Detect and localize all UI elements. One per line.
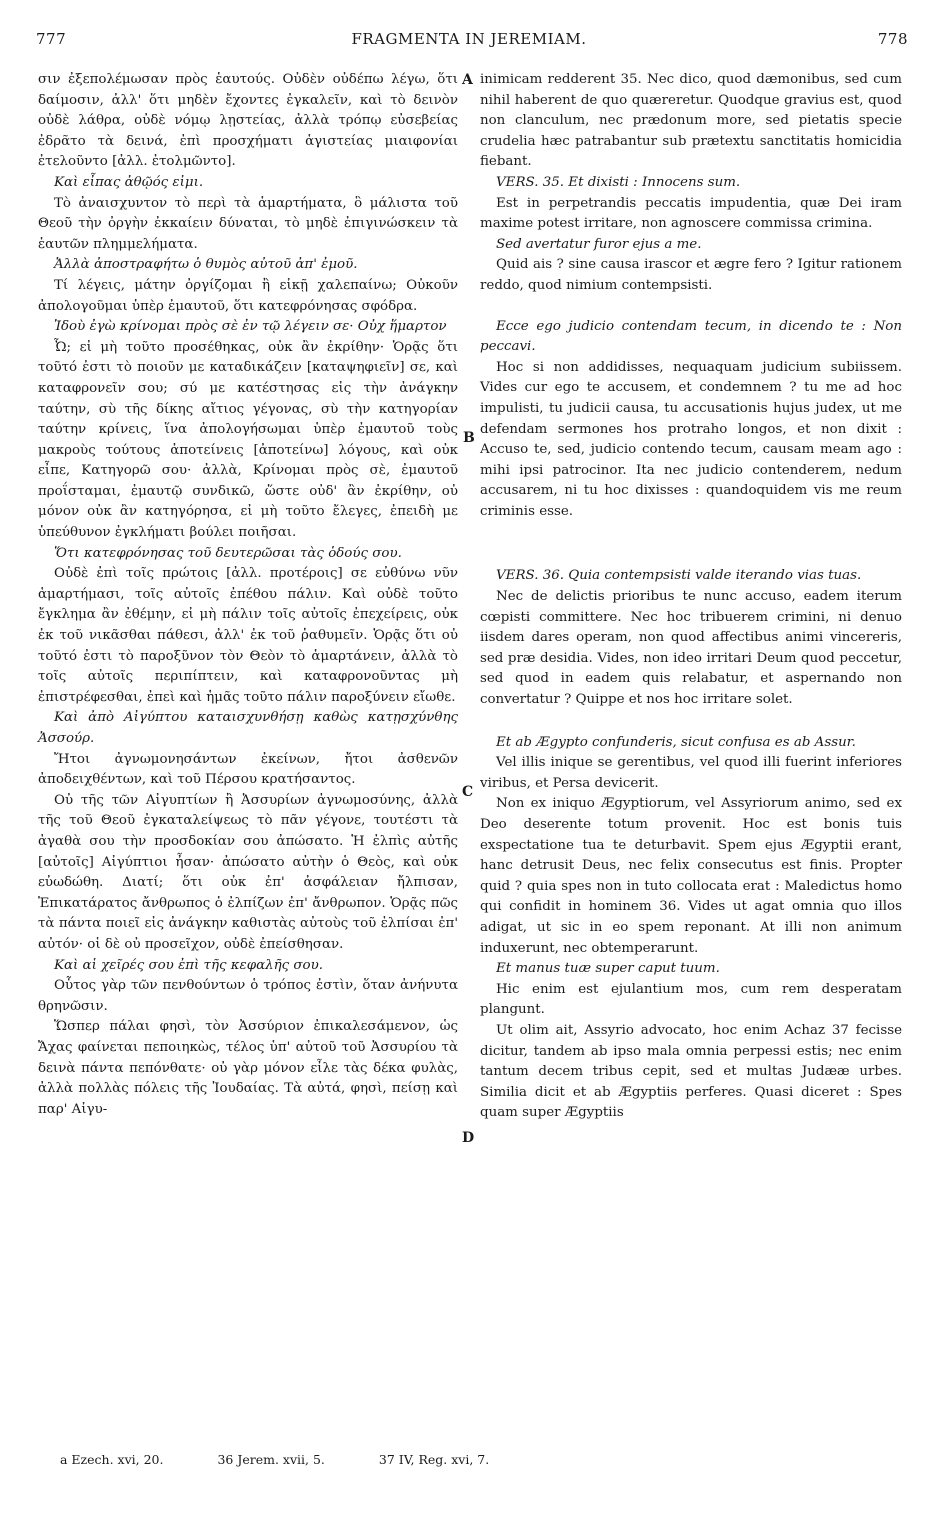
verse-lemma: Sed avertatur furor ejus a me. [496, 236, 702, 252]
greek-column [38, 70, 458, 1120]
margin-letter-d: D [462, 1130, 475, 1146]
verse-lemma: Καὶ εἶπας ἀθῷός εἰμι. [54, 174, 204, 190]
margin-letter-b: B [463, 430, 475, 446]
paragraph: Hic enim est ejulantium mos, cum rem desperatam plangunt. [480, 981, 902, 1018]
verse-lemma: Ἰδοὺ ἐγὼ κρίνομαι πρὸς σὲ ἐν τῷ λέγειν σε· Οὐχ ἥμαρτον [54, 319, 447, 335]
paragraph: Ὥσπερ πάλαι φησὶ, τὸν Ἀσσύριον ἐπικαλεσάμενον, ὡς Ἄχας φαίνεται πεποιηκὼς, τέλος ὑπ' αὐτοῦ τοῦ Ἀσσυρίου τὰ δεινὰ πάντα πεπόνθατε· οὐ γὰρ μόνον εἶλε τὰς δέκα φυλὰς, ἀλλὰ πολλὰς πόλεις τῆς Ἰουδαίας. Τὰ αὐτά, φησὶ, πείσῃ καὶ παρ' Αἰγυ- [38, 1019, 458, 1117]
verse-lemma: Et manus tuæ super caput tuum. [496, 961, 720, 977]
latin-column [480, 70, 902, 1124]
paragraph: Ὦ; εἰ μὴ τοῦτο προσέθηκας, οὐκ ἂν ἐκρίθην· Ὁρᾷς ὅτι τοῦτό ἐστι τὸ ποιοῦν με καταδικάζειν [καταψηφιεῖν] σε, καὶ καταφρονεῖν σου; σύ με κατέστησας εἰς τὴν ἀνάγκην ταύτην, σὺ τῆς δίκης αἴτιος γέγονας, σὺ τὴν κατηγορίαν ταύτην κρίνεις, ἵνα ἀπολογήσωμαι ὑπὲρ ἐμαυτοῦ τοὺς μακροὺς τούτους ἀποτείνεις [ἀποτείνω] λόγους, καὶ οὐκ εἶπε, Κατηγορῶ σου· ἀλλὰ, Κρίνομαι πρὸς σὲ, ἐμαυτοῦ προΐσταμαι, ἐμαυτῷ συνδικῶ, ὥστε οὐδ' ἂν ἐκρίθην, οὐ μόνον οὐκ ἂν κατηγόρησα, εἰ μὴ τοῦτο ἔλεγες, ἐπειδὴ με ὑπεύθυνον ἐγκλήματι βούλει ποιῆσαι. [38, 339, 458, 541]
paragraph: Τὸ ἀναισχυντον τὸ περὶ τὰ ἁμαρτήματα, ὃ μάλιστα τοῦ Θεοῦ τὴν ὀργὴν ἐκκαίειν δύναται, τὸ μηδὲ ἐπιγινώσκειν τὰ ἑαυτῶν πλημμελήματα. [38, 195, 458, 252]
footnotes [60, 1452, 539, 1467]
margin-letter-a: A [462, 72, 473, 88]
verse-lemma: Et ab Ægypto confunderis, sicut confusa es ab Assur. [496, 734, 856, 750]
footnote: 36 Jerem. xvii, 5. [217, 1452, 325, 1467]
running-title: FRAGMENTA IN JEREMIAM. [351, 30, 587, 48]
spacer [480, 522, 902, 566]
paragraph: Nec de delictis prioribus te nunc accuso, eadem iterum cœpisti committere. Nec hoc tribuerem crimini, ni denuo iisdem dares operam, non quod affectibus animi vincereris, sed præ desidia. Vides, non ideo irritari Deum quod peccetur, sed quod in eadem quis relabatur, et aspernando non convertatur ? Quippe et nos hoc irritare solet. [480, 589, 902, 708]
paragraph: Ut olim ait, Assyrio advocato, hoc enim Achaz 37 fecisse dicitur, tandem ab ipso mala omnia perpessi estis; nec enim tantum decem tribus cepit, sed et multas Judææ urbes. Similia dicit et ab Ægyptiis perferes. Quasi diceret : Spes quam super Ægyptiis [480, 1022, 902, 1121]
paragraph: Est in perpetrandis peccatis impudentia, quæ Dei iram maxime potest irritare, non agnoscere commissa crimina. [480, 195, 902, 232]
page-number-right: 778 [877, 30, 908, 48]
spacer [480, 297, 902, 317]
verse-lemma: VERS. 35. Et dixisti : Innocens sum. [496, 174, 741, 190]
spacer [480, 711, 902, 733]
paragraph: inimicam redderent 35. Nec dico, quod dæmonibus, sed cum nihil haberent de quo quæreretur. Quodque gravius est, quod non clanculum, nec prædonum more, sed pietatis specie crudelia hæc patrabantur sub prætextu sanctitatis homicidia fiebant. [480, 72, 902, 170]
verse-lemma: Ecce ego judicio contendam tecum, in dicendo te : Non peccavi. [480, 318, 902, 355]
page-header [30, 30, 908, 54]
paragraph: Τί λέγεις, μάτην ὀργίζομαι ἢ εἰκῇ χαλεπαίνω; Οὐκοῦν ἀπολογοῦμαι ὑπὲρ ἐμαυτοῦ, ὅτι κατεφρόνησας σφόδρα. [38, 277, 458, 314]
paragraph: Vel illis inique se gerentibus, vel quod illi fuerint inferiores viribus, et Persa devicerit. [480, 755, 902, 791]
paragraph: Ἤτοι ἀγνωμονησάντων ἐκείνων, ἤτοι ἀσθενῶν ἀποδειχθέντων, καὶ τοῦ Πέρσου κρατήσαντος. [38, 751, 458, 788]
page-number-left: 777 [36, 30, 67, 48]
verse-lemma: Καὶ ἀπὸ Αἰγύπτου καταισχυνθήσῃ καθὼς κατῃσχύνθης Ἀσσούρ. [38, 710, 458, 746]
margin-letter-c: C [462, 784, 474, 800]
paragraph: Non ex iniquo Ægyptiorum, vel Assyriorum animo, sed ex Deo deserente totum provenit. Hoc est bonis tuis exspectatione tua te deturbavit. Spem ejus Ægyptii erant, hanc detrusit Deus, nec felix consecutus est finis. Propter quid ? quia spes non in tuto collocata erat : Maledictus homo qui confidit in hominem 36. Vides ut agat omnia quo illos adigat, ut sic in eo spem reponant. At illi non animum induxerunt, nec obtemperarunt. [480, 796, 902, 956]
paragraph: Quid ais ? sine causa irascor et ægre fero ? Igitur rationem reddo, quod nimium contempsisti. [480, 257, 902, 293]
verse-lemma: Ἀλλὰ ἀποστραφήτω ὁ θυμὸς αὐτοῦ ἀπ' ἐμοῦ. [54, 257, 358, 273]
paragraph: Οὐδὲ ἐπὶ τοῖς πρώτοις [ἀλλ. προτέροις] σε εὐθύνω νῦν ἁμαρτήμασι, τοῖς αὐτοῖς ἐπέθου πάλιν. Καὶ οὐδὲ τοῦτο ἔγκλημα ἂν ἐθέμην, εἰ μὴ πάλιν τοῖς αὐτοῖς ἐπεχείρεις, οὐκ ἐκ τοῦ νικᾶσθαι πάθεσι, ἀλλ' ἐκ τοῦ ῥαθυμεῖν. Ὁρᾷς ὅτι οὐ τοῦτό ἐστι τὸ παροξῦνον τὸν Θεὸν τὸ ἁμαρτάνειν, ἀλλὰ τὸ τοῖς αὐτοῖς περιπίπτειν, καὶ καταφρονοῦντας μὴ ἐπιστρέφεσθαι, ἐπεὶ καὶ ἡμᾶς τοῦτο πάλιν παροξύνειν εἴωθε. [38, 566, 458, 705]
verse-lemma: Καὶ αἱ χεῖρές σου ἐπὶ τῆς κεφαλῆς σου. [54, 957, 323, 973]
paragraph: σιν ἐξεπολέμωσαν πρὸς ἑαυτούς. Οὐδὲν οὐδέπω λέγω, ὅτι δαίμοσιν, ἀλλ' ὅτι μηδὲν ἔχοντες ἐγκαλεῖν, καὶ τὸ δεινὸν οὐδὲ λάθρα, οὐδὲ νόμῳ λῃστείας, ἀλλὰ τρόπῳ εὐσεβείας ἐδρᾶτο τὰ δεινά, ἐπὶ προσχήματι ἁγιστείας μιαιφονίαι ἐτελοῦντο [ἀλλ. ἐτολμῶντο]. [38, 72, 458, 170]
footnote: a Ezech. xvi, 20. [60, 1452, 164, 1467]
paragraph: Hoc si non addidisses, nequaquam judicium subiissem. Vides cur ego te accusem, et condemnem ? tu me ad hoc impulisti, tu judicii causa, tu accusationis hujus judex, ut me defendam sermones hos protraho longos, et non dixit : Accuso te, sed, judicio contendo tecum, causam meam ago : mihi ipsi patrocinor. Ita nec judicio contenderem, nedum accusarem, ni tu hoc dixisses : quandoquidem vis me reum criminis esse. [480, 359, 902, 519]
paragraph: Οὗτος γὰρ τῶν πενθούντων ὁ τρόπος ἐστὶν, ὅταν ἀνήνυτα θρηνῶσιν. [38, 978, 458, 1014]
verse-lemma: Ὅτι κατεφρόνησας τοῦ δευτερῶσαι τὰς ὁδούς σου. [54, 545, 402, 561]
verse-lemma: VERS. 36. Quia contempsisti valde iterando vias tuas. [496, 568, 862, 584]
paragraph: Οὐ τῆς τῶν Αἰγυπτίων ἢ Ἀσσυρίων ἀγνωμοσύνης, ἀλλὰ τῆς τοῦ Θεοῦ ἐγκαταλείψεως τὸ πᾶν γέγονε, τουτέστι τὰ ἀγαθὰ σου τὴν προσδοκίαν σου ἀπώσατο. Ἡ ἐλπὶς αὐτῆς [αὐτοῖς] Αἰγύπτιοι ἦσαν· ἀπώσατο αὐτὴν ὁ Θεὸς, καὶ οὐκ εὐωδώθη. Διατί; ὅτι οὐκ ἐπ' ἀσφάλειαν ἤλπισαν, Ἐπικατάρατος ἄνθρωπος ὁ ἐλπίζων ἐπ' ἄνθρωπον. Ὁρᾷς πῶς τὰ πάντα ποιεῖ εἰς ἀνάγκην καθιστὰς αὐτοὺς τοῦ ἐλπίσαι ἐπ' αὐτόν· οἱ δὲ οὐ προσεῖχον, οὐδὲ ἐπείσθησαν. [38, 792, 458, 952]
footnote: 37 IV, Reg. xvi, 7. [378, 1452, 490, 1467]
